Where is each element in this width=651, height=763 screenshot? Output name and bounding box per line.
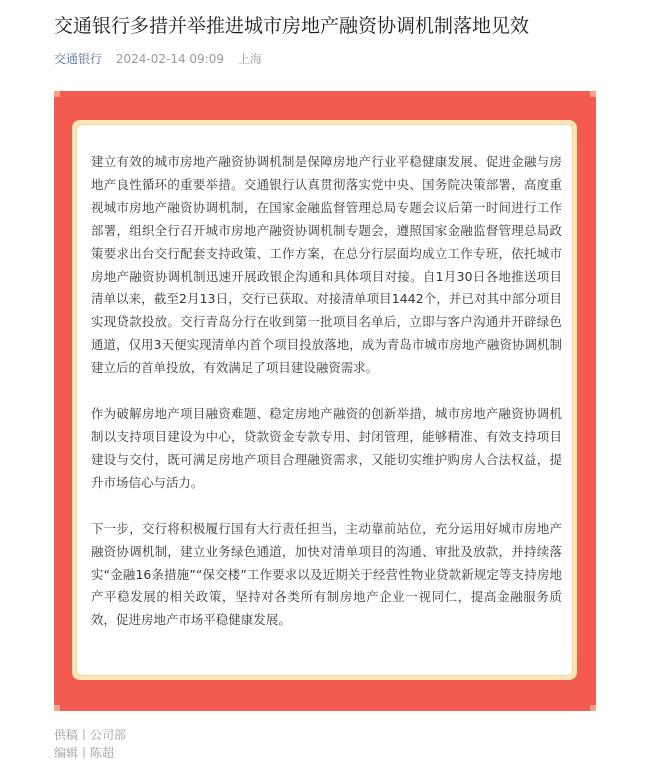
- publish-time: 2024-02-14 09:09: [115, 52, 224, 66]
- body-paragraph: 建立有效的城市房地产融资协调机制是保障房地产行业平稳健康发展、促进金融与房地产良性循环的重要举措。交通银行认真贯彻落实党中央、国务院决策部署，高度重视城市房地产融资协调机制，在国家金融监督管理总局专题会议后第一时间进行工作部署，组织全行召开城市房地产融资协调机制专题会，遵照国家金融监督管理总局政策要求出台交行配套支持政策、工作方案，在总分行层面均成立工作专班，依托城市房地产融资协调机制迅速开展政银企沟通和具体项目对接。自1月30日各地推送项目清单以来，截至2月13日，交行已获取、对接清单项目1442个，并已对其中部分项目实现贷款投放。交行青岛分行在收到第一批项目名单后，立即与客户沟通并开辟绿色通道，仅用3天便实现清单内首个项目投放落地，成为青岛市城市房地产融资协调机制建立后的首单投放，有效满足了项目建设融资需求。: [91, 154, 562, 376]
- frame-corner-decoration: [590, 91, 596, 97]
- article-footer: [54, 726, 126, 762]
- supply-credit: 供稿丨公司部: [54, 728, 127, 742]
- editor-credit: 编辑丨陈超: [54, 746, 115, 760]
- article-body: [91, 151, 562, 655]
- article-source-link[interactable]: 交通银行: [54, 52, 103, 66]
- content-card-border: [72, 120, 577, 680]
- frame-corner-decoration: [54, 91, 60, 97]
- content-card: [76, 124, 573, 676]
- frame-corner-decoration: [54, 705, 60, 711]
- frame-corner-decoration: [590, 705, 596, 711]
- body-paragraph: 作为破解房地产项目融资难题、稳定房地产融资的创新举措，城市房地产融资协调机制以支持项目建设为中心，贷款资金专款专用、封闭管理，能够精准、有效支持项目建设与交付，既可满足房地产项目合理融资需求，又能切实维护购房人合法权益，提升市场信心与活力。: [91, 406, 562, 490]
- decorative-red-frame: [54, 91, 596, 711]
- publish-location: 上海: [237, 52, 262, 66]
- article-title: 交通银行多措并举推进城市房地产融资协调机制落地见效: [54, 15, 530, 37]
- article-meta: [54, 50, 262, 68]
- body-paragraph: 下一步，交行将积极履行国有大行责任担当，主动靠前站位，充分运用好城市房地产融资协调机制，建立业务绿色通道，加快对清单项目的沟通、审批及放款，并持续落实“金融16条措施”“保交楼”工作要求以及近期关于经营性物业贷款新规定等支持房地产平稳发展的相关政策，坚持对各类所有制房地产企业一视同仁，提高金融服务质效，促进房地产市场平稳健康发展。: [91, 520, 562, 628]
